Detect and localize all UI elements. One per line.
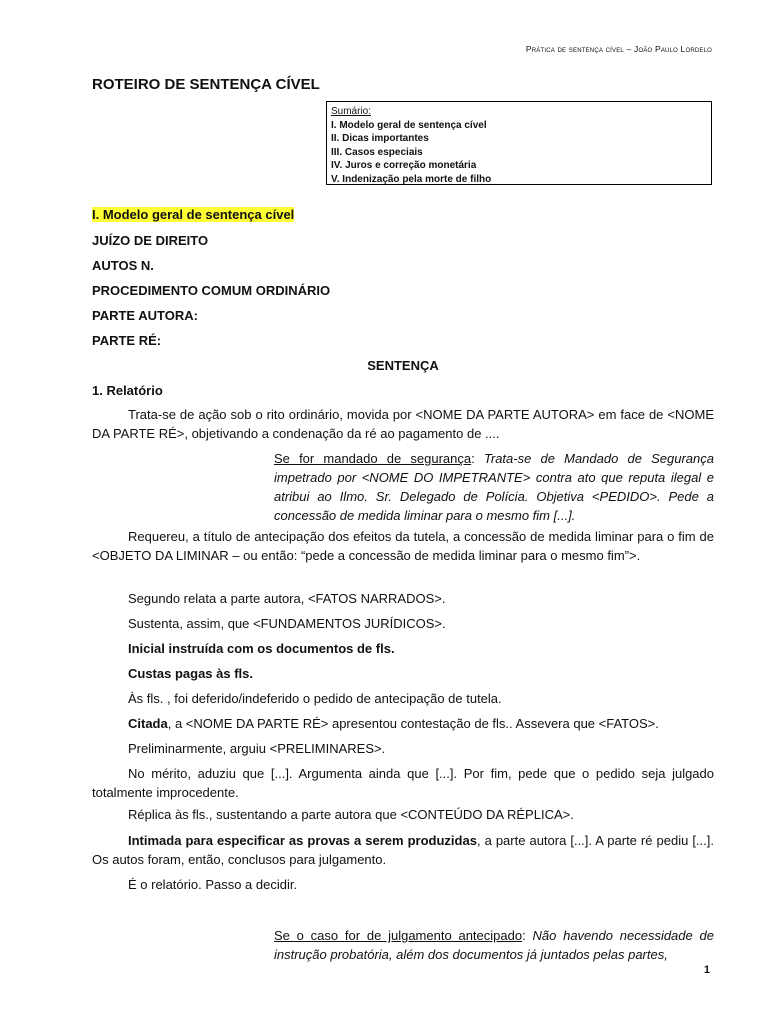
summary-item: II. Dicas importantes bbox=[331, 133, 429, 144]
summary-label: Sumário: bbox=[331, 106, 372, 117]
page-number: 1 bbox=[703, 964, 710, 976]
paragraph-antecipacao: Requereu, a título de antecipação dos efeitos da tutela, a concessão de medida liminar para o fim de <OBJETO DA LIMINAR – ou então: “pede a concessão de medida liminar para o mesmo fim”>. bbox=[92, 529, 714, 563]
paragraph-custas: Custas pagas às fls. bbox=[128, 666, 253, 681]
paragraph-preliminares: Preliminarmente, arguiu <PRELIMINARES>. bbox=[128, 741, 386, 756]
paragraph-citada: Citada, a <NOME DA PARTE RÉ> apresentou contestação de fls.. Assevera que <FATOS>. bbox=[128, 716, 659, 731]
paragraph-fundamentos: Sustenta, assim, que <FUNDAMENTOS JURÍDICOS>. bbox=[128, 616, 446, 631]
field-parte-autora: PARTE AUTORA: bbox=[92, 308, 198, 323]
summary-box bbox=[326, 101, 712, 185]
paragraph-provas: Intimada para especificar as provas a serem produzidas, a parte autora [...]. A parte ré pediu [...]. Os autos foram, então, conclusos para julgamento. bbox=[92, 833, 715, 867]
paragraph-relatorio-fim: É o relatório. Passo a decidir. bbox=[128, 877, 298, 892]
field-juizo: JUÍZO DE DIREITO bbox=[92, 233, 209, 248]
running-header: Prática de sentença cível – João Paulo Lordelo bbox=[525, 44, 712, 54]
summary-item: V. Indenização pela morte de filho bbox=[331, 173, 492, 185]
note-mandado-seguranca: Se for mandado de segurança: Trata-se de Mandado de Segurança impetrado por <NOME DO IMPETRANTE> contra ato que reputa ilegal e atribui ao Ilmo. Sr. Delegado de Polícia. Objetiva <PEDIDO>. Pede a concessão de medida liminar para o mesmo fim [...]. bbox=[274, 451, 714, 523]
paragraph-replica: Réplica às fls., sustentando a parte autora que <CONTEÚDO DA RÉPLICA>. bbox=[128, 807, 574, 822]
paragraph-tutela: Às fls. , foi deferido/indeferido o pedido de antecipação de tutela. bbox=[128, 691, 502, 706]
summary-item: I. Modelo geral de sentença cível bbox=[331, 119, 487, 131]
paragraph-intro: Trata-se de ação sob o rito ordinário, movida por <NOME DA PARTE AUTORA> em face de <NOME DA PARTE RÉ>, objetivando a condenação da ré ao pagamento de .... bbox=[92, 407, 714, 441]
field-autos: AUTOS N. bbox=[92, 258, 154, 273]
sentenca-heading: SENTENÇA bbox=[367, 358, 439, 373]
paragraph-inicial: Inicial instruída com os documentos de fls. bbox=[128, 641, 395, 656]
paragraph-fatos: Segundo relata a parte autora, <FATOS NARRADOS>. bbox=[128, 591, 446, 606]
section-heading: I. Modelo geral de sentença cível bbox=[92, 207, 295, 222]
document-title: ROTEIRO DE SENTENÇA CÍVEL bbox=[92, 76, 320, 93]
summary-item: IV. Juros e correção monetária bbox=[331, 160, 477, 171]
field-procedimento: PROCEDIMENTO COMUM ORDINÁRIO bbox=[92, 283, 331, 298]
relatorio-heading: 1. Relatório bbox=[92, 383, 163, 398]
summary-item: III. Casos especiais bbox=[331, 146, 423, 158]
note-julgamento-antecipado: Se o caso for de julgamento antecipado: Não havendo necessidade de instrução probatória, além dos documentos já juntados pelas partes, bbox=[274, 928, 714, 962]
field-parte-re: PARTE RÉ: bbox=[92, 333, 162, 348]
paragraph-merito: No mérito, aduziu que [...]. Argumenta ainda que [...]. Por fim, pede que o pedido seja julgado totalmente improcedente. bbox=[92, 766, 714, 800]
